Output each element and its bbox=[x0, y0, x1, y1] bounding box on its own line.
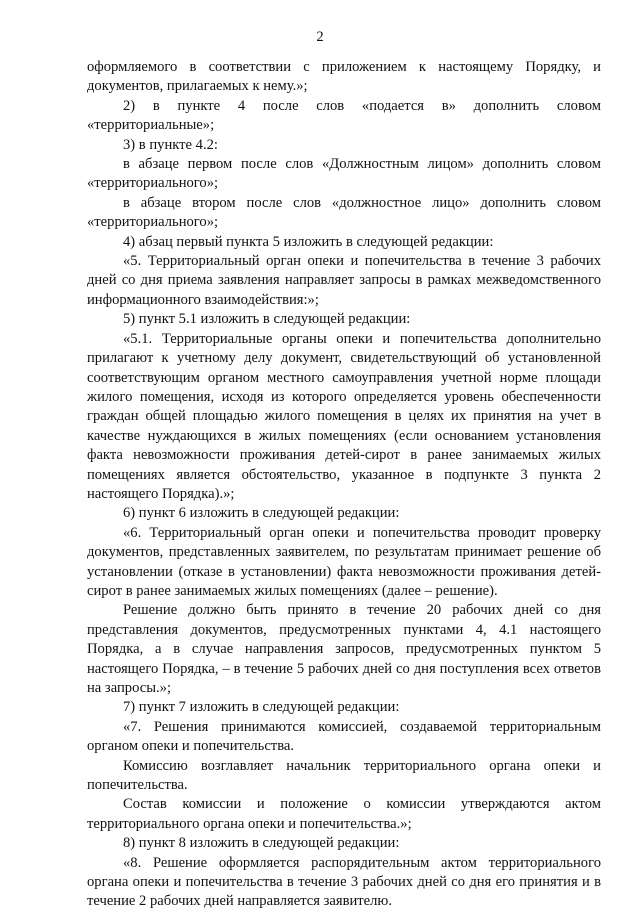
paragraph-item-2: 2) в пункте 4 после слов «подается в» дополнить словом «территориальные»; bbox=[87, 97, 601, 134]
paragraph-item-3: 3) в пункте 4.2: bbox=[123, 136, 218, 153]
paragraph-clause-5-1: «5.1. Территориальные органы опеки и попечительства дополнительно прилагают к учетному делу документ, свидетельствующий об установленной соответствующим органом местного самоуправления учетной норме площади жилого помещения, исходя из которого определяется уровень обеспеченности граждан общей площадью жилого помещения в целях их принятия на учет в качестве нуждающихся в жилых помещениях (если основанием установления факта невозможности проживания детей-сирот в ранее занимаемых жилых помещениях является обстоятельство, указанное в подпункте 3 пункта 2 настоящего Порядка).»; bbox=[87, 330, 601, 502]
paragraph-item-8: 8) пункт 8 изложить в следующей редакции: bbox=[123, 835, 400, 852]
paragraph-item-5: 5) пункт 5.1 изложить в следующей редакции: bbox=[123, 311, 411, 328]
paragraph-item-4: 4) абзац первый пункта 5 изложить в следующей редакции: bbox=[123, 233, 494, 250]
paragraph-item-3-second-abzac: в абзаце втором после слов «должностное лицо» дополнить словом «территориального»; bbox=[87, 194, 601, 231]
document-body bbox=[87, 58, 601, 912]
paragraph-clause-7: «7. Решения принимаются комиссией, создаваемой территориальным органом опеки и попечительства. bbox=[87, 718, 601, 755]
paragraph-item-6: 6) пункт 6 изложить в следующей редакции: bbox=[123, 505, 400, 522]
paragraph-clause-8: «8. Решение оформляется распорядительным актом территориального органа опеки и попечительства в течение 3 рабочих дней со дня его принятия и в течение 2 рабочих дней направляется заявителю. bbox=[87, 854, 601, 910]
paragraph-clause-6-decision: Решение должно быть принято в течение 20 рабочих дней со дня представления документов, предусмотренных пунктами 4, 4.1 настоящего Порядка, а в случае направления запросов, предусмотренных пунктом 5 настоящего Порядка, – в течение 5 рабочих дней со дня поступления всех ответов на запросы.»; bbox=[87, 602, 601, 696]
paragraph-item-3-first-abzac: в абзаце первом после слов «Должностным лицом» дополнить словом «территориального»; bbox=[87, 156, 601, 192]
paragraph-item-7: 7) пункт 7 изложить в следующей редакции: bbox=[123, 699, 400, 716]
paragraph-clause-6: «6. Территориальный орган опеки и попечительства проводит проверку документов, представленных заявителем, по результатам принимает решение об установлении (отказе в установлении) факта невозможности проживания детей-сирот в ранее занимаемых жилых помещениях (далее – решение). bbox=[87, 524, 601, 599]
paragraph-clause-7-composition: Состав комиссии и положение о комиссии утверждаются актом территориального органа опеки и попечительства.»; bbox=[87, 796, 601, 832]
paragraph-clause-5: «5. Территориальный орган опеки и попечительства в течение 3 рабочих дней со дня приема заявления направляет запросы в рамках межведомственного информационного взаимодействия:»; bbox=[87, 253, 601, 308]
paragraph-clause-7-chair: Комиссию возглавляет начальник территориального органа опеки и попечительства. bbox=[87, 757, 601, 794]
page-number: 2 bbox=[316, 29, 324, 45]
paragraph-continuation: оформляемого в соответствии с приложением к настоящему Порядку, и документов, прилагаемых к нему.»; bbox=[87, 59, 601, 95]
